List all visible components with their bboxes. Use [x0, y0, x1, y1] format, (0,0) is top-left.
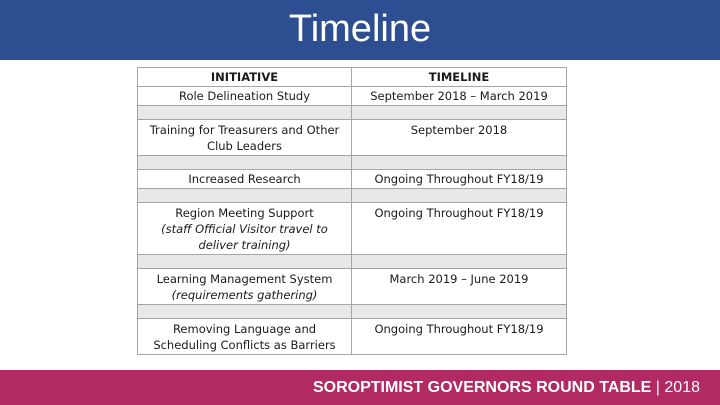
initiative-cell	[138, 269, 352, 305]
initiative-cell	[138, 170, 352, 189]
initiative-text: Training for Treasurers and Other Club Leaders	[149, 123, 340, 153]
column-header-initiative: INITIATIVE	[138, 68, 352, 87]
spacer-row	[138, 255, 567, 269]
footer-text	[313, 378, 700, 398]
footer-separator: |	[651, 379, 665, 396]
column-header-timeline: TIMELINE	[352, 68, 567, 87]
timeline-cell: Ongoing Throughout FY18/19	[352, 203, 567, 255]
table-header-row	[138, 68, 567, 87]
spacer-row	[138, 156, 567, 170]
table-row	[138, 319, 567, 355]
timeline-cell: Ongoing Throughout FY18/19	[352, 319, 567, 355]
footer-org: SOROPTIMIST GOVERNORS ROUND TABLE	[312, 379, 652, 396]
table-row	[138, 269, 567, 305]
timeline-table	[137, 67, 567, 355]
title-bar	[0, 0, 720, 60]
initiative-text: Learning Management System	[156, 272, 333, 286]
table-row	[138, 170, 567, 189]
initiative-cell	[138, 319, 352, 355]
initiative-cell	[138, 203, 352, 255]
footer-bar	[0, 370, 720, 405]
spacer-row	[138, 189, 567, 203]
initiative-note: (staff Official Visitor travel to deliver training)	[161, 222, 328, 252]
footer-year: 2018	[664, 379, 700, 396]
table-row	[138, 203, 567, 255]
initiative-cell	[138, 120, 352, 156]
table-row	[138, 87, 567, 106]
table-row	[138, 120, 567, 156]
initiative-cell	[138, 87, 352, 106]
timeline-cell: March 2019 – June 2019	[352, 269, 567, 305]
timeline-table-container	[137, 67, 566, 355]
initiative-text: Removing Language and Scheduling Conflicts as Barriers	[153, 322, 336, 352]
initiative-text: Role Delineation Study	[178, 89, 311, 103]
timeline-cell: Ongoing Throughout FY18/19	[352, 170, 567, 189]
initiative-text: Increased Research	[188, 172, 301, 186]
spacer-row	[138, 305, 567, 319]
spacer-row	[138, 106, 567, 120]
initiative-text: Region Meeting Support	[175, 206, 314, 220]
slide-title: Timeline	[288, 8, 432, 50]
timeline-cell: September 2018 – March 2019	[352, 87, 567, 106]
initiative-note: (requirements gathering)	[171, 288, 318, 302]
timeline-cell: September 2018	[352, 120, 567, 156]
